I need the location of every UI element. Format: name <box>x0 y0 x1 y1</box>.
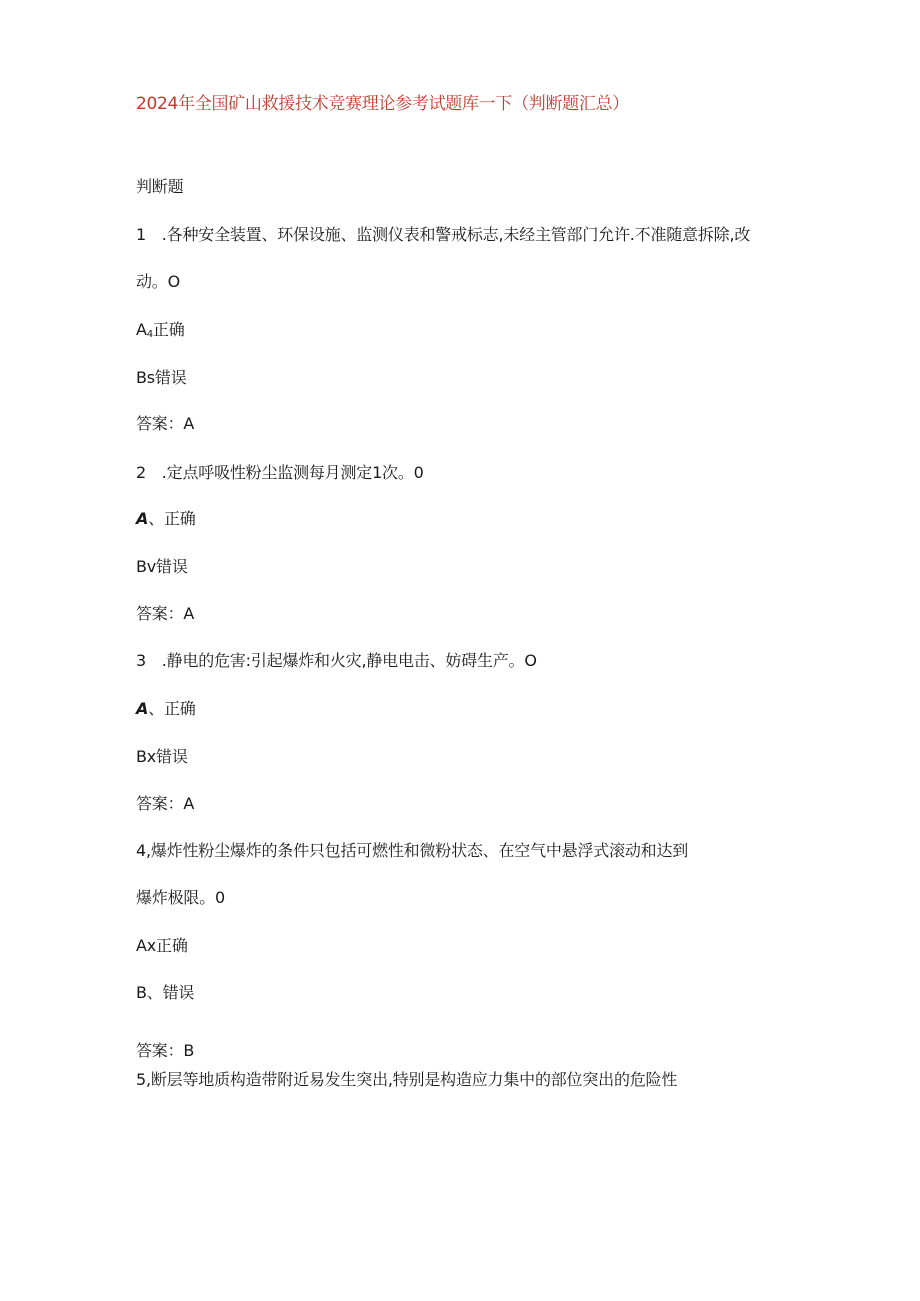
question-3-option-b: Bx错误 <box>136 747 188 766</box>
question-1-stem-line-1: 1 .各种安全装置、环保设施、监测仪表和警戒标志,未经主管部门允许.不准随意拆除,改 <box>136 225 751 244</box>
option-a-letter: A <box>136 320 147 339</box>
document-title: 2024年全国矿山救援技术竞赛理论参考试题库一下（判断题汇总） <box>136 94 629 114</box>
question-3-option-a <box>136 698 196 720</box>
option-a-text: 正确 <box>152 320 185 339</box>
question-4-stem-line-2: 爆炸极限。0 <box>136 888 225 907</box>
question-5-stem: 5,断层等地质构造带附近易发生突出,特别是构造应力集中的部位突出的危险性 <box>136 1070 678 1089</box>
question-3-stem: 3 .静电的危害:引起爆炸和火灾,静电电击、妨碍生产。O <box>136 651 537 670</box>
question-2-answer: 答案：A <box>136 604 195 623</box>
question-3-answer: 答案：A <box>136 794 195 813</box>
option-a-letter: A <box>136 509 149 528</box>
question-4-answer: 答案：B <box>136 1041 195 1060</box>
option-a-text: 、正确 <box>148 509 196 528</box>
question-2-option-b: Bv错误 <box>136 557 188 576</box>
question-4-option-a: Ax正确 <box>136 936 188 955</box>
option-a-subscript: 4 <box>146 329 153 340</box>
question-4-option-b: B、错误 <box>136 983 195 1002</box>
section-heading: 判断题 <box>136 177 184 196</box>
question-1-stem-line-2: 动。O <box>136 272 180 291</box>
question-4-stem-line-1: 4,爆炸性粉尘爆炸的条件只包括可燃性和微粉状态、在空气中悬浮式滚动和达到 <box>136 841 689 860</box>
option-a-text: 、正确 <box>148 699 196 718</box>
question-1-option-b: Bs错误 <box>136 368 187 387</box>
option-a-letter: A <box>136 699 149 718</box>
question-2-option-a <box>136 508 196 530</box>
question-1-option-a <box>136 319 185 346</box>
question-1-answer: 答案：A <box>136 414 195 433</box>
question-2-stem: 2 .定点呼吸性粉尘监测每月测定1次。0 <box>136 463 424 482</box>
